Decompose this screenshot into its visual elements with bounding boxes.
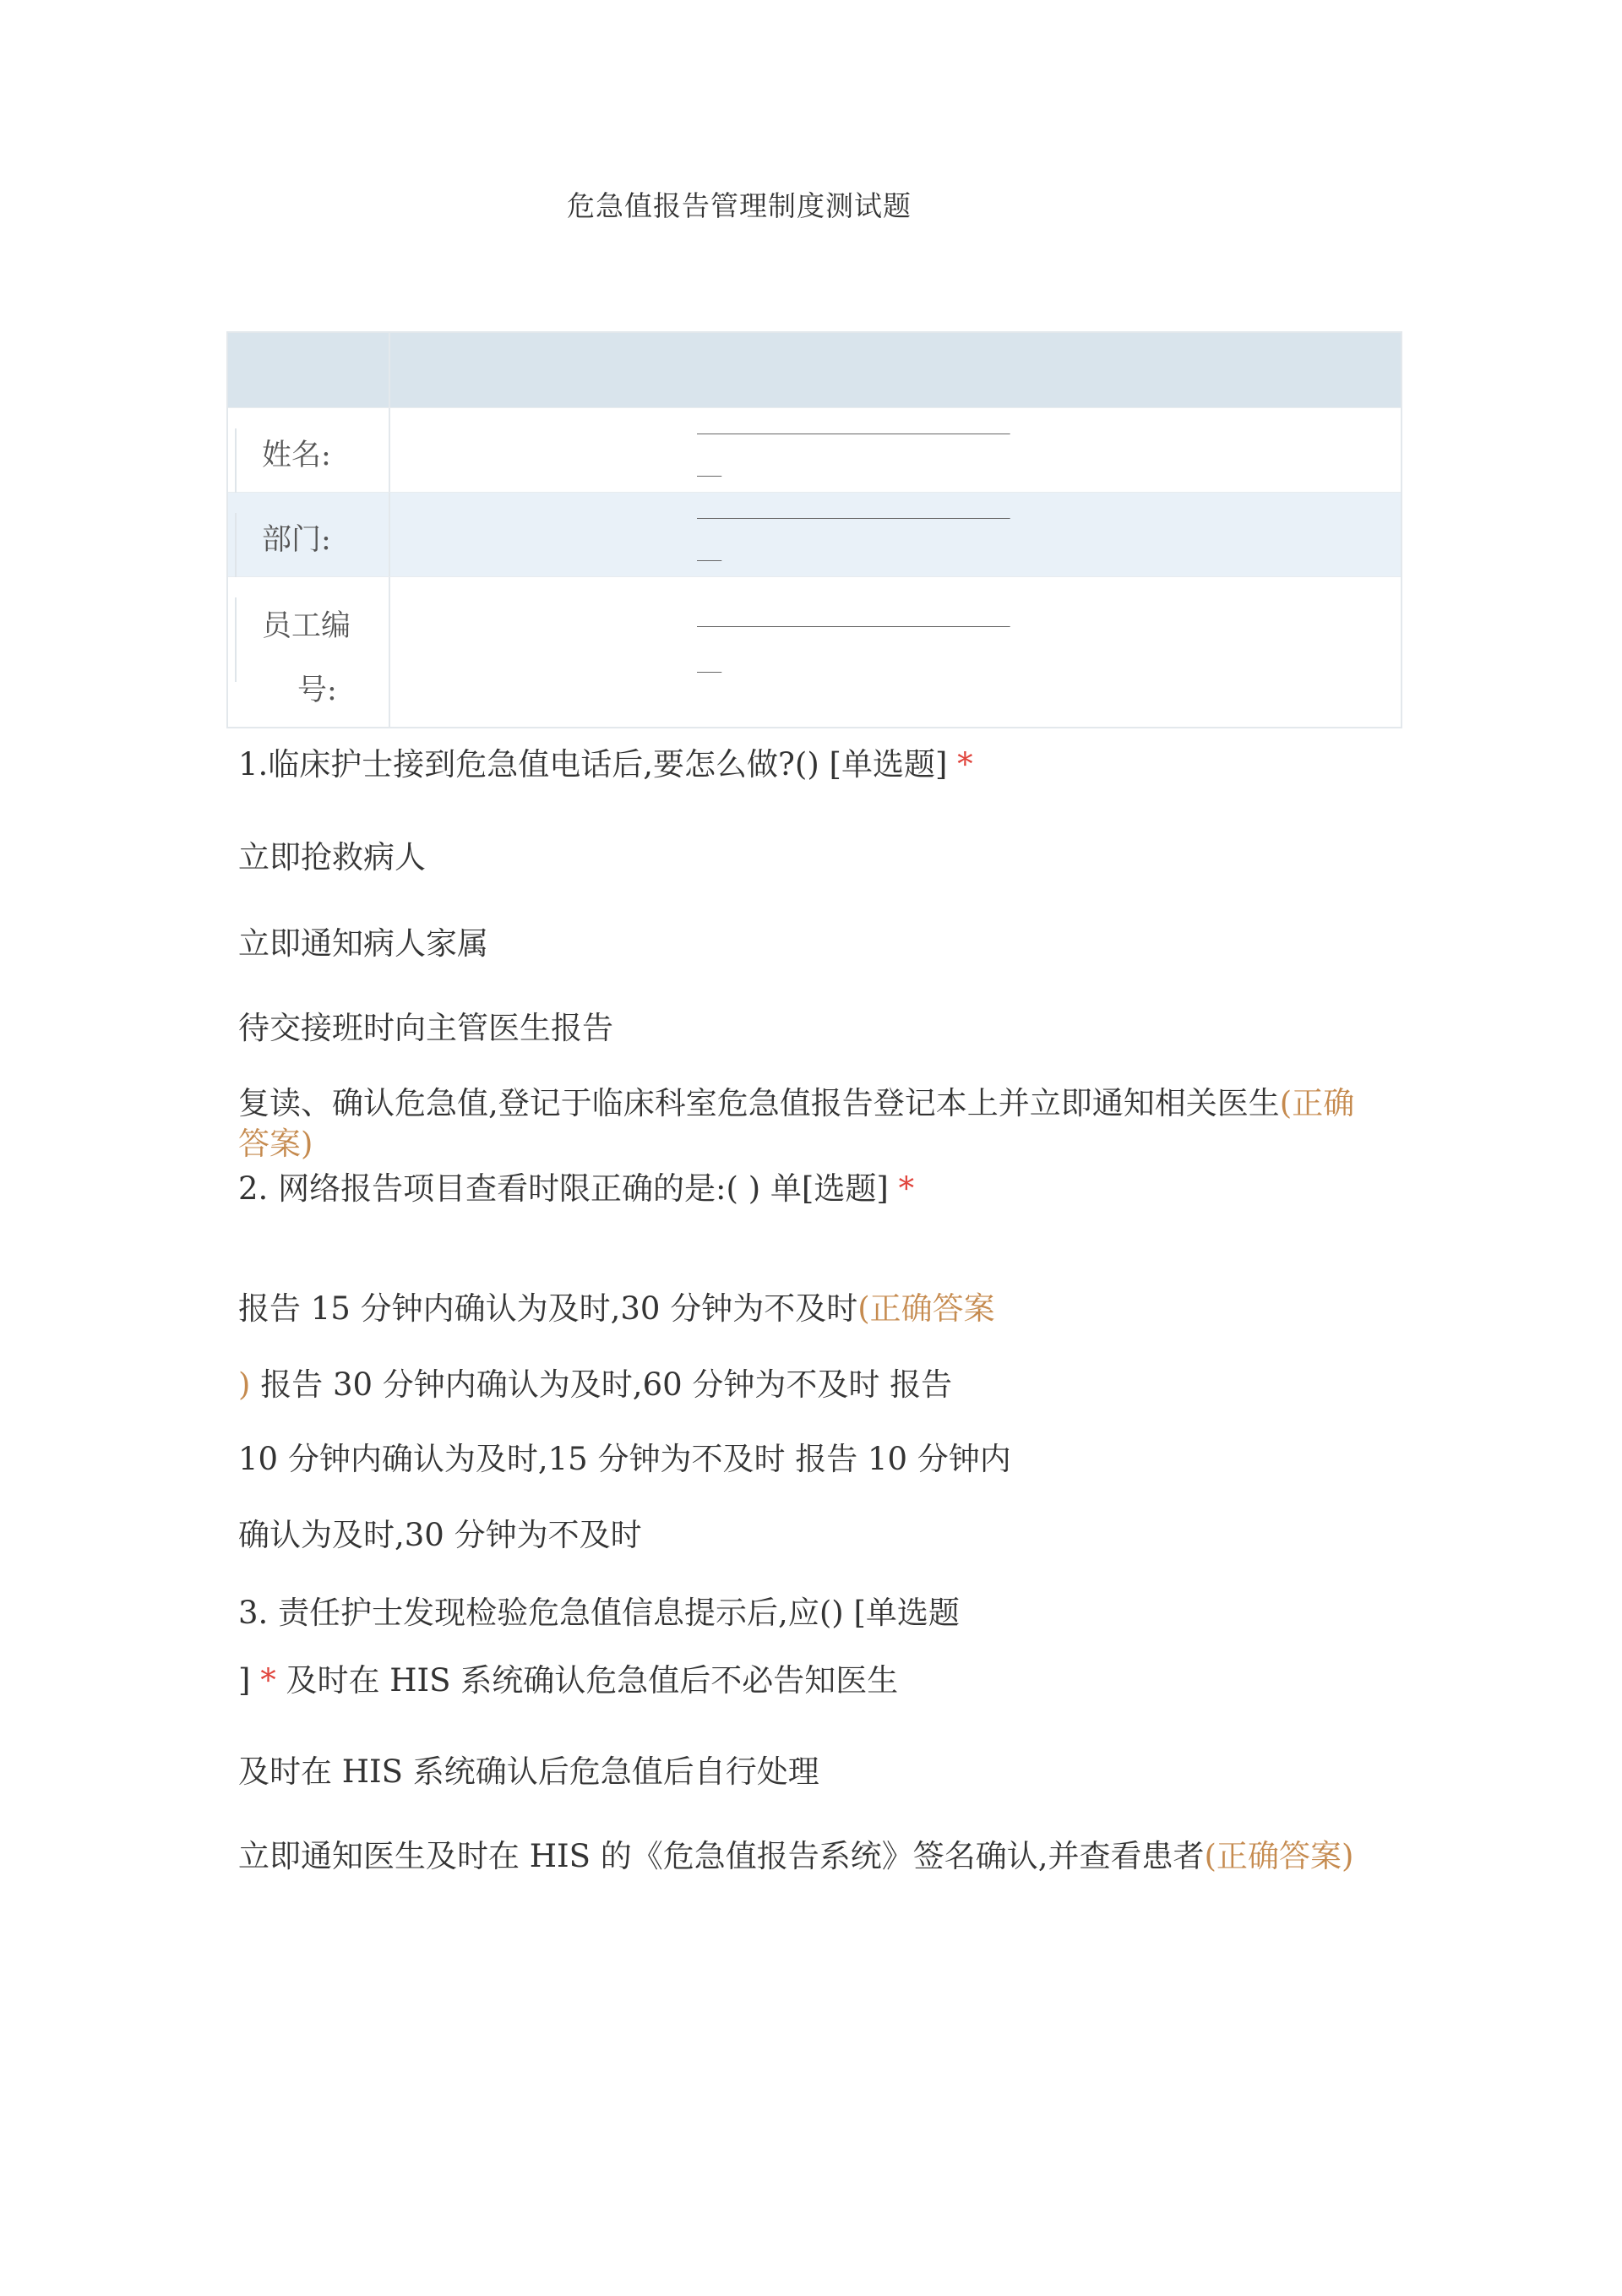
question-1-prompt — [238, 744, 973, 786]
department-field-tail: __ — [697, 537, 721, 562]
department-label: 部门: — [262, 523, 331, 557]
info-table — [226, 331, 1402, 728]
question-1-text: 1.临床护士接到危急值电话后,要怎么做?() [单选题] — [238, 746, 948, 783]
name-field-tail: __ — [697, 452, 721, 477]
question-2-line-2[interactable] — [238, 1364, 952, 1406]
header-value-cell — [390, 333, 1401, 407]
name-field[interactable] — [390, 408, 1401, 492]
question-2-line-1[interactable] — [238, 1288, 995, 1330]
question-1-option-2[interactable]: 立即通知病人家属 — [238, 925, 488, 962]
question-3-option-3-text: 立即通知医生及时在 HIS 的《危急值报告系统》签名确认,并查看患者 — [238, 1838, 1205, 1874]
question-2-prompt — [238, 1168, 914, 1210]
question-3-option-3[interactable] — [238, 1835, 1353, 1878]
question-2-text: 2. 网络报告项目查看时限正确的是:( ) 单[选题] — [238, 1170, 889, 1207]
employee-id-label — [262, 594, 355, 723]
correct-answer-tag-close: ) — [238, 1366, 251, 1403]
row-marker — [235, 597, 237, 682]
row-marker — [235, 428, 237, 493]
question-2-line-3[interactable]: 10 分钟内确认为及时,15 分钟为不及时 报告 10 分钟内 — [238, 1441, 1011, 1477]
info-table-header — [228, 333, 1401, 407]
document-title: 危急值报告管理制度测试题 — [567, 189, 912, 222]
employee-id-label-line1: 员工编 — [262, 609, 351, 643]
question-3-option-1: 及时在 HIS 系统确认危急值后不必告知医生 — [275, 1662, 899, 1699]
employee-id-field-line: ___________________________ — [697, 603, 1009, 628]
question-2-line-2-text: 报告 30 分钟内确认为及时,60 分钟为不及时 报告 — [250, 1366, 953, 1403]
question-1-option-4[interactable] — [238, 1083, 1370, 1164]
header-label-cell — [228, 333, 390, 407]
department-label-cell — [228, 493, 390, 576]
question-1-option-4-text: 复读、确认危急值,登记于临床科室危急值报告登记本上并立即通知相关医生 — [238, 1085, 1280, 1121]
employee-id-label-cell — [228, 577, 390, 727]
department-field[interactable] — [390, 493, 1401, 576]
name-label: 姓名: — [262, 439, 331, 472]
info-row-employee-id — [228, 576, 1401, 727]
required-star: * — [260, 1662, 276, 1699]
correct-answer-tag: (正确答案) — [238, 1085, 1355, 1162]
employee-id-field-tail: __ — [697, 648, 721, 674]
question-2-line-4[interactable]: 确认为及时,30 分钟为不及时 — [238, 1517, 642, 1553]
employee-id-label-line2: 号: — [297, 674, 337, 707]
department-field-line: ___________________________ — [697, 494, 1009, 520]
required-star: * — [898, 1170, 915, 1207]
question-1-option-1[interactable]: 立即抢救病人 — [238, 839, 426, 875]
info-row-name — [228, 407, 1401, 492]
question-3-bracket: ] — [238, 1662, 251, 1699]
question-3-line-2[interactable] — [238, 1660, 898, 1702]
name-field-line: ___________________________ — [697, 410, 1009, 435]
required-star: * — [957, 746, 973, 783]
question-3-prompt: 3. 责任护士发现检验危急值信息提示后,应() [单选题 — [238, 1595, 960, 1631]
row-marker — [235, 513, 237, 577]
question-2-line-1-text: 报告 15 分钟内确认为及时,30 分钟为不及时 — [238, 1290, 858, 1327]
question-3-option-2[interactable]: 及时在 HIS 系统确认后危急值后自行处理 — [238, 1753, 819, 1790]
question-1-option-3[interactable]: 待交接班时向主管医生报告 — [238, 1010, 613, 1046]
employee-id-field[interactable] — [390, 577, 1401, 727]
correct-answer-tag: (正确答案 — [857, 1290, 995, 1327]
correct-answer-tag: (正确答案) — [1204, 1838, 1354, 1874]
name-label-cell — [228, 408, 390, 492]
info-row-department — [228, 492, 1401, 576]
